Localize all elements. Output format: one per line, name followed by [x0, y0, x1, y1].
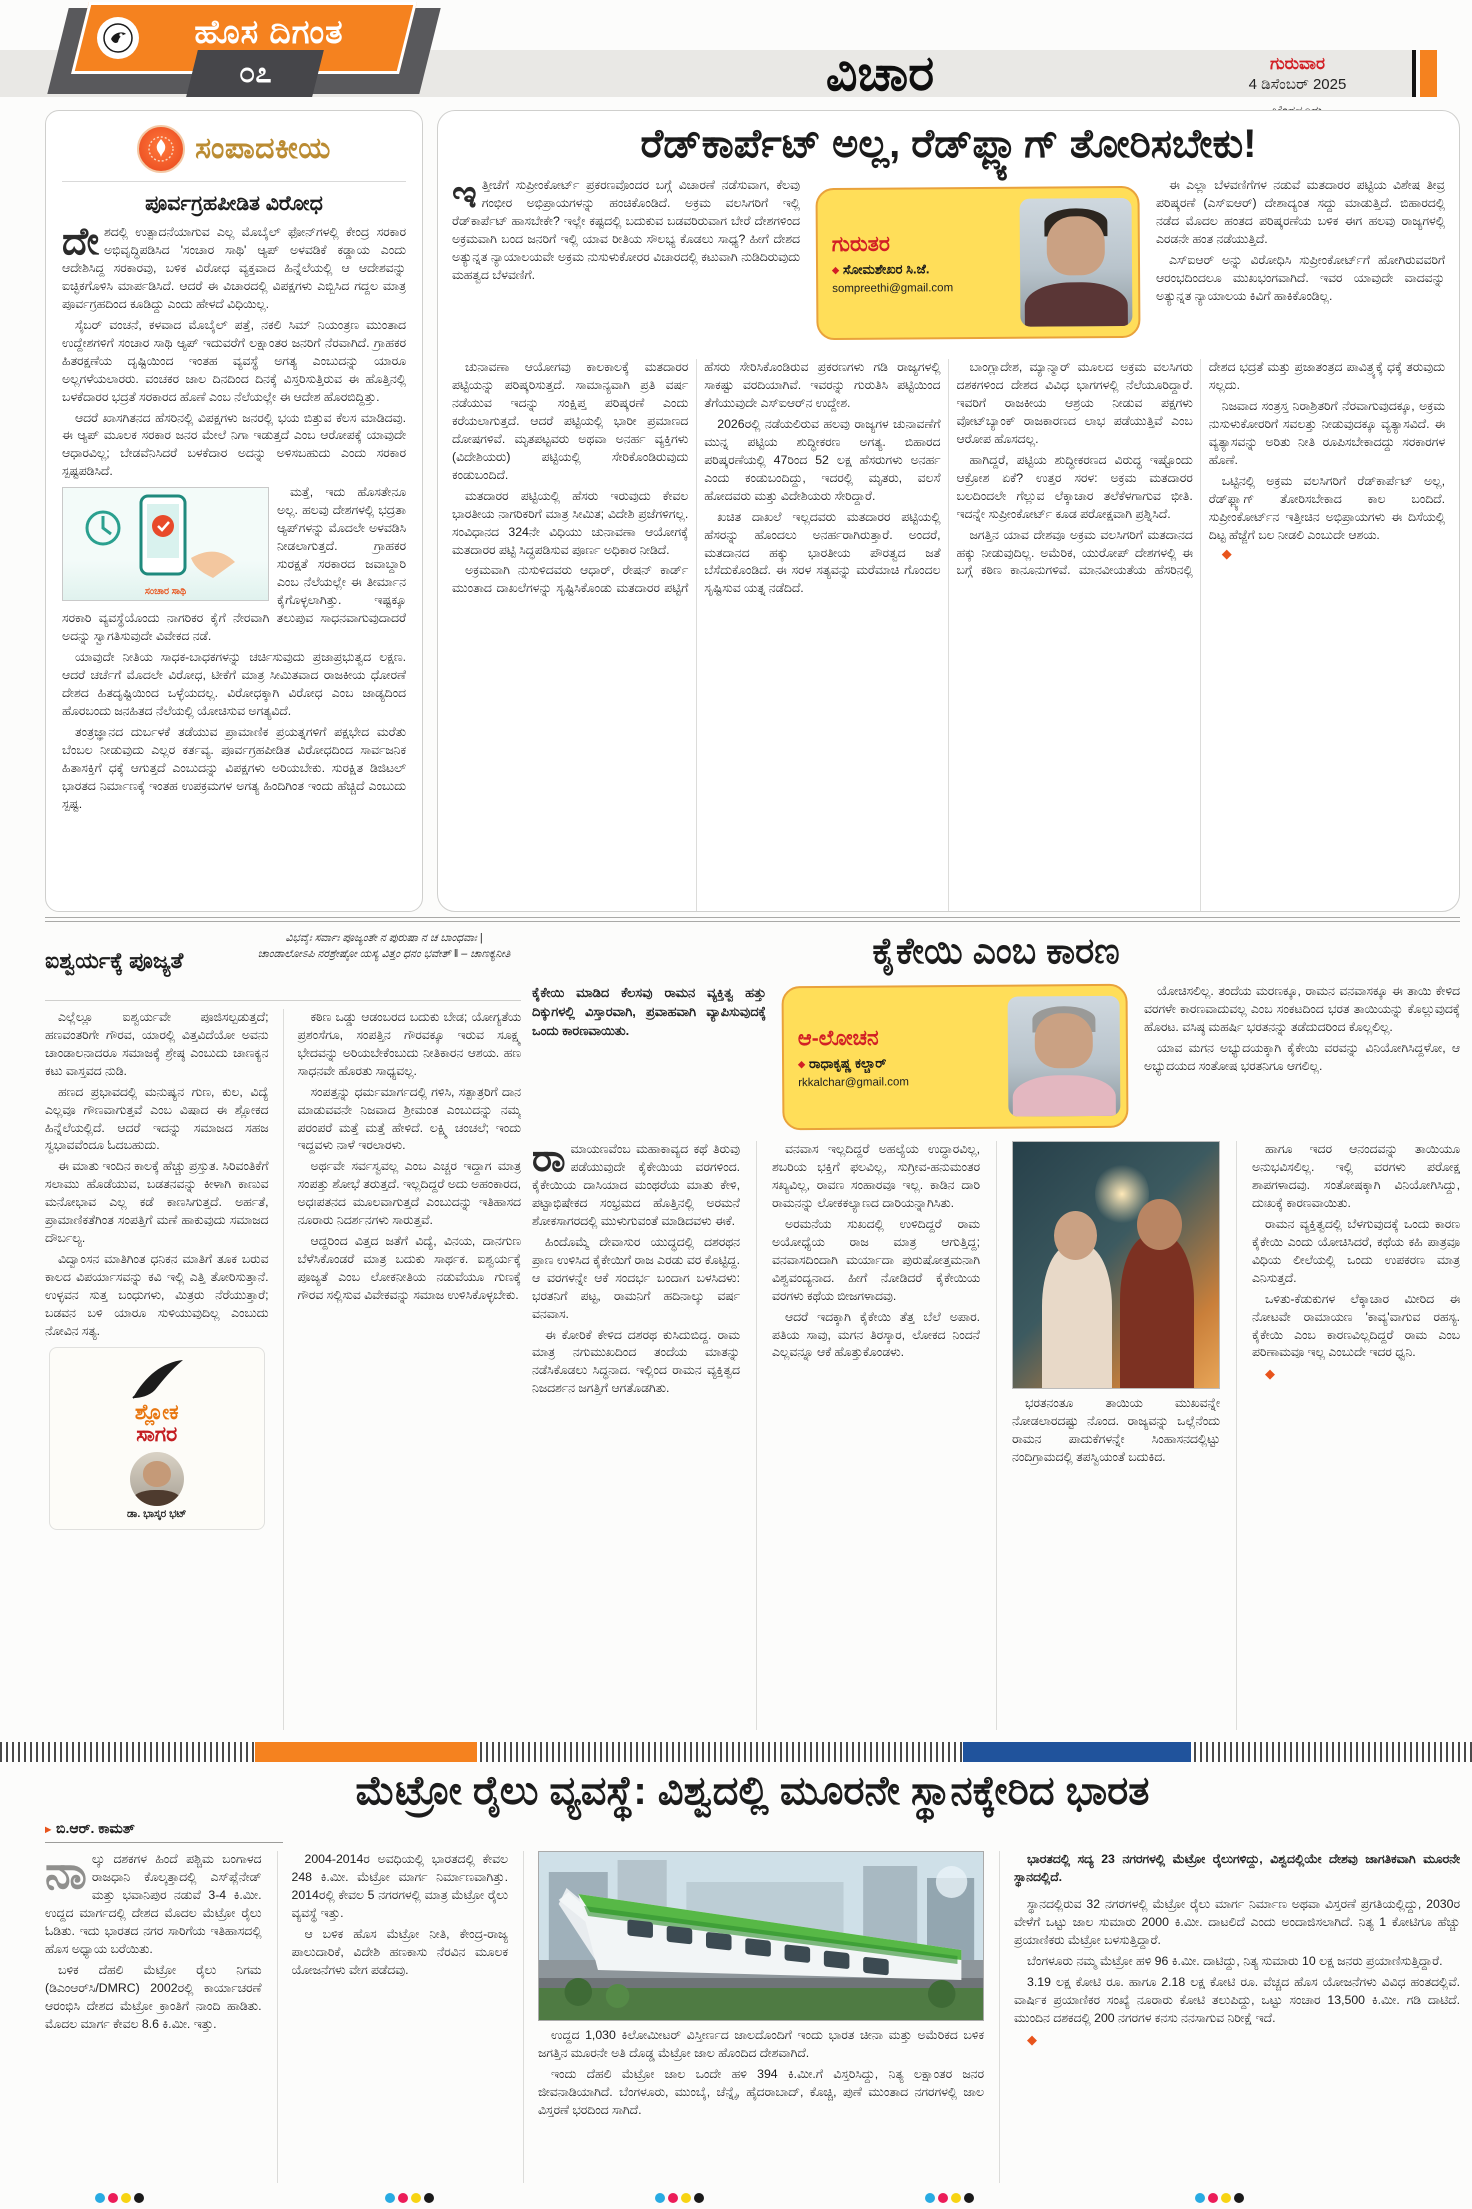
sanchar-saathi-illustration	[62, 487, 269, 601]
separator-blue-block	[963, 1742, 1191, 1762]
weekday: ಗುರುವಾರ	[1270, 54, 1325, 73]
section-title: ವಿಚಾರ	[825, 47, 935, 101]
paragraph: ಬಾಂಗ್ಲಾದೇಶ, ಮ್ಯಾನ್ಮಾರ್ ಮೂಲದ ಅಕ್ರಮ ವಲಸಿಗರು ದಶಕಗಳಿಂದ ದೇಶದ ವಿವಿಧ ಭಾಗಗಳಲ್ಲಿ ನೆಲೆಯೂರಿದ್ದಾರೆ. ಇವರಿಗೆ ರಾಜಕೀಯ ಆಶ್ರಯ ನೀಡುವ ಪಕ್ಷಗಳು ವೋಟ್‌ಬ್ಯಾಂಕ್ ರಾಜಕಾರಣದ ಲಾಭ ಪಡೆಯುತ್ತಿವೆ ಎಂಬ ಆರೋಪ ಹೊಸದಲ್ಲ.	[956, 360, 1193, 446]
paragraph: ಆದರೆ ಇದಕ್ಕಾಗಿ ಕೈಕೇಯಿ ತೆತ್ತ ಬೆಲೆ ಅಪಾರ. ಪತಿಯ ಸಾವು, ಮಗನ ತಿರಸ್ಕಾರ, ಲೋಕದ ನಿಂದನೆ ಎಲ್ಲವನ್ನೂ ಆಕೆ ಹೊತ್ತುಕೊಂಡಳು.	[772, 1309, 980, 1360]
article-end-mark: ◆	[1027, 2031, 1037, 2047]
feature-label-1: ಶ್ಲೋಕ	[134, 1400, 179, 1424]
editorial-panel	[45, 110, 423, 912]
paragraph: ಚುನಾವಣಾ ಆಯೋಗವು ಕಾಲಕಾಲಕ್ಕೆ ಮತದಾರರ ಪಟ್ಟಿಯನ್ನು ಪರಿಷ್ಕರಿಸುತ್ತದೆ. ಸಾಮಾನ್ಯವಾಗಿ ಪ್ರತಿ ವರ್ಷ ನಡೆಯುವ ಇದನ್ನು ಸಂಕ್ಷಿಪ್ತ ಪರಿಷ್ಕರಣೆ ಎಂದು ಕರೆಯಲಾಗುತ್ತದೆ. ಆದರೆ ಪಟ್ಟಿಯಲ್ಲಿ ಭಾರೀ ಪ್ರಮಾಣದ ದೋಷಗಳಿವೆ. ಮೃತಪಟ್ಟವರು ಅಥವಾ ಅನರ್ಹ ವ್ಯಕ್ತಿಗಳು (ವಿದೇಶಿಯರು) ಪಟ್ಟಿಯಲ್ಲಿ ಸೇರಿಕೊಂಡಿರುವುದು ಕಂಡುಬಂದಿದೆ.	[452, 360, 689, 482]
main-article	[437, 110, 1460, 912]
kaikeyi-dropcap: ರಾ	[532, 1141, 566, 1180]
color-dots	[925, 2193, 974, 2203]
paragraph: ಸಂಪತ್ತನ್ನು ಧರ್ಮಮಾರ್ಗದಲ್ಲಿ ಗಳಿಸಿ, ಸತ್ಪಾತ್ರರಿಗೆ ದಾನ ಮಾಡುವವನೇ ನಿಜವಾದ ಶ್ರೀಮಂತ ಎಂಬುದನ್ನು ನಮ್ಮ ಪರಂಪರೆ ಮತ್ತೆ ಮತ್ತೆ ಹೇಳಿದೆ. ಲಕ್ಷ್ಮಿ ಚಂಚಲೆ; ಇಂದು ಇದ್ದವಳು ನಾಳೆ ಇರಲಾರಳು.	[297, 1084, 521, 1153]
paragraph: ಭರತನಂತೂ ತಾಯಿಯ ಮುಖವನ್ನೇ ನೋಡಲಾರದಷ್ಟು ನೊಂದ. ರಾಜ್ಯವನ್ನು ಒಲ್ಲೆನೆಂದು ರಾಮನ ಪಾದುಕೆಗಳನ್ನೇ ಸಿಂಹಾಸನದಲ್ಲಿಟ್ಟು ನಂದಿಗ್ರಾಮದಲ್ಲಿ ತಪಸ್ವಿಯಂತೆ ಬದುಕಿದ.	[1012, 1396, 1220, 1464]
editorial-header	[62, 125, 406, 182]
metro-bold-lead: ಭಾರತದಲ್ಲಿ ಸದ್ಯ 23 ನಗರಗಳಲ್ಲಿ ಮೆಟ್ರೋ ರೈಲುಗಳಿದ್ದು, ವಿಶ್ವದಲ್ಲಿಯೇ ದೇಶವು ಜಾಗತಿಕವಾಗಿ ಮೂರನೇ ಸ್ಥಾನದಲ್ಲಿದೆ.	[1014, 1852, 1460, 1884]
paragraph: ಸೈಬರ್ ವಂಚನೆ, ಕಳವಾದ ಮೊಬೈಲ್ ಪತ್ತೆ, ನಕಲಿ ಸಿಮ್ ನಿಯಂತ್ರಣ ಮುಂತಾದ ಉದ್ದೇಶಗಳಿಗೆ ಸಂಚಾರ ಸಾಥಿ ಆ್ಯಪ್ ಇದುವರೆಗೆ ಲಕ್ಷಾಂತರ ಜನರಿಗೆ ನೆರವಾಗಿದೆ. ಗ್ರಾಹಕರ ಹಿತರಕ್ಷಣೆಯ ದೃಷ್ಟಿಯಿಂದ ಇಂತಹ ವ್ಯವಸ್ಥೆ ಅಗತ್ಯ ಎಂಬುದನ್ನು ಯಾರೂ ಅಲ್ಲಗಳೆಯಲಾರರು. ವಂಚಕರ ಜಾಲ ದಿನದಿಂದ ದಿನಕ್ಕೆ ವಿಸ್ತರಿಸುತ್ತಿರುವ ಈ ಹೊತ್ತಿನಲ್ಲಿ ಬಳಕೆದಾರರ ಭದ್ರತೆ ಸರಕಾರದ ಹೊಣೆ ಎಂಬ ನೆಲೆಯಲ್ಲೇ ಈ ಆದೇಶ ಹೊರಬಿದ್ದಿತ್ತು.	[62, 317, 406, 404]
paragraph: ಹಣದ ಪ್ರಭಾವದಲ್ಲಿ ಮನುಷ್ಯನ ಗುಣ, ಕುಲ, ವಿದ್ಯೆ ಎಲ್ಲವೂ ಗೌಣವಾಗುತ್ತವೆ ಎಂಬ ವಿಷಾದ ಈ ಶ್ಲೋಕದ ಹಿನ್ನೆಲೆಯಲ್ಲಿದೆ. ಆದರೆ ಇದನ್ನು ಸಮಾಜದ ಸಹಜ ಸ್ವಭಾವವೆಂದೂ ಓದಬಹುದು.	[45, 1084, 269, 1153]
author-email: rkkalchar@gmail.com	[798, 1076, 909, 1090]
header-accent-bar	[1420, 50, 1437, 97]
metro-image-group	[523, 1851, 984, 2183]
metro-col-2	[277, 1851, 509, 2183]
paragraph: ಮತ್ತೆ, ಇದು ಹೊಸತೇನೂ ಅಲ್ಲ. ಹಲವು ದೇಶಗಳಲ್ಲಿ ಭದ್ರತಾ ಆ್ಯಪ್‌ಗಳನ್ನು ಮೊದಲೇ ಅಳವಡಿಸಿ ನೀಡಲಾಗುತ್ತದೆ. ಗ್ರಾಹಕರ ಸುರಕ್ಷತೆ ಸರಕಾರದ ಜವಾಬ್ದಾರಿ ಎಂಬ ನೆಲೆಯಲ್ಲೇ ಈ ತೀರ್ಮಾನ ಕೈಗೊಳ್ಳಲಾಗಿತ್ತು. ಇಷ್ಟಕ್ಕೂ ಸರಕಾರಿ ವ್ಯವಸ್ಥೆಯೊಂದು ನಾಗರಿಕರ ಕೈಗೆ ನೇರವಾಗಿ ತಲುಪುವ ಸಾಧನವಾಗುವುದಾದರೆ ಅದನ್ನು ಸ್ವಾಗತಿಸುವುದೇ ವಿವೇಕದ ನಡೆ.	[62, 485, 406, 643]
kaikeyi-headline: ಕೈಕೇಯಿ ಎಂಬ ಕಾರಣ	[872, 930, 1120, 971]
editorial-logo-icon	[137, 125, 185, 173]
aishwarya-title: ಐಶ್ವರ್ಯಕ್ಕೆ ಪೂಜ್ಯತೆ	[45, 948, 184, 974]
paragraph: ಈ ಮಾತು ಇಂದಿನ ಕಾಲಕ್ಕೆ ಹೆಚ್ಚು ಪ್ರಸ್ತುತ. ಸಿರಿವಂತಿಕೆಗೆ ಸಲಾಮು ಹೊಡೆಯುವ, ಬಡತನವನ್ನು ಕೀಳಾಗಿ ಕಾಣುವ ಮನೋಭಾವ ಎಲ್ಲ ಕಡೆ ಕಾಣಸಿಗುತ್ತದೆ. ಅರ್ಹತೆ, ಪ್ರಾಮಾಣಿಕತೆಗಿಂತ ಸಂಪತ್ತಿಗೆ ಮಣೆ ಹಾಕುವುದು ಸಮಾಜದ ದೌರ್ಬಲ್ಯ.	[45, 1159, 269, 1246]
aalochana-author-box	[782, 984, 1129, 1130]
byline	[45, 1820, 283, 1843]
paragraph: ಕಠಿಣ ಒಡ್ಡು ಆಡಂಬರದ ಬದುಕು ಬೇಡ; ಯೋಗ್ಯತೆಯ ಪ್ರಶಂಸೆಗೂ, ಸಂಪತ್ತಿನ ಗೌರವಕ್ಕೂ ಇರುವ ಸೂಕ್ಷ್ಮ ಭೇದವನ್ನು ಅರಿಯಬೇಕೆಂಬುದು ನೀತಿಕಾರನ ಆಶಯ. ಹಣ ಸಾಧನವೇ ಹೊರತು ಸಾಧ್ಯವಲ್ಲ.	[297, 1009, 521, 1078]
page-number: ೦೭	[238, 57, 272, 89]
gurutara-author-box	[815, 186, 1140, 340]
paragraph: ಆದ್ದರಿಂದ ವಿತ್ತದ ಜತೆಗೆ ವಿದ್ಯೆ, ವಿನಯ, ದಾನಗುಣ ಬೆಳೆಸಿಕೊಂಡರೆ ಮಾತ್ರ ಬದುಕು ಸಾರ್ಥಕ. ಐಶ್ವರ್ಯಕ್ಕೆ ಪೂಜ್ಯತೆ ಎಂಬ ಲೋಕನೀತಿಯ ನಡುವೆಯೂ ಗುಣಕ್ಕೆ ಗೌರವ ಸಲ್ಲಿಸುವ ವಿವೇಕವನ್ನು ಸಮಾಜ ಉಳಿಸಿಕೊಳ್ಳಬೇಕು.	[297, 1234, 521, 1303]
paragraph: ವನವಾಸ ಇಲ್ಲದಿದ್ದರೆ ಅಹಲ್ಯೆಯ ಉದ್ಧಾರವಿಲ್ಲ, ಶಬರಿಯ ಭಕ್ತಿಗೆ ಫಲವಿಲ್ಲ, ಸುಗ್ರೀವ-ಹನುಮಂತರ ಸಖ್ಯವಿಲ್ಲ, ರಾವಣ ಸಂಹಾರವೂ ಇಲ್ಲ. ಕಾಡಿನ ದಾರಿ ರಾಮನನ್ನು ಲೋಕಕಲ್ಯಾಣದ ದಾರಿಯನ್ನಾಗಿಸಿತು.	[772, 1142, 980, 1210]
article-end-mark: ◆	[1265, 1366, 1275, 1382]
paragraph: ಯಾವುದೇ ನೀತಿಯ ಸಾಧಕ-ಬಾಧಕಗಳನ್ನು ಚರ್ಚಿಸುವುದು ಪ್ರಜಾಪ್ರಭುತ್ವದ ಲಕ್ಷಣ. ಆದರೆ ಚರ್ಚೆಗೆ ಮೊದಲೇ ವಿರೋಧ, ಟೀಕೆಗೆ ಮಾತ್ರ ಸೀಮಿತವಾದ ರಾಜಕೀಯ ಧೋರಣೆ ದೇಶದ ಹಿತದೃಷ್ಟಿಯಿಂದ ಒಳ್ಳೆಯದಲ್ಲ. ವಿರೋಧಕ್ಕಾಗಿ ವಿರೋಧ ಎಂಬ ಜಾಡ್ಯದಿಂದ ಹೊರಬಂದು ಜನಹಿತದ ನೆಲೆಯಲ್ಲಿ ಯೋಚಿಸುವ ಅಗತ್ಯವಿದೆ.	[62, 649, 406, 718]
kaikeyi-manthara-photo	[1012, 1141, 1220, 1389]
kaikeyi-col-1: ರಾಮಾಯಣವೆಂಬ ಮಹಾಕಾವ್ಯದ ಕಥೆ ತಿರುವು ಪಡೆಯುವುದೇ ಕೈಕೇಯಿಯ ವರಗಳಿಂದ. ಕೈಕೇಯಿಯ ದಾಸಿಯಾದ ಮಂಥರೆಯ ಮಾತು ಕೇಳಿ, ಪಟ್ಟಾಭಿಷೇಕದ ಸಂಭ್ರಮದ ಹೊತ್ತಿನಲ್ಲಿ ಅರಮನೆ ಶೋಕಸಾಗರದಲ್ಲಿ ಮುಳುಗುವಂತೆ ಮಾಡಿದವಳು ಈಕೆ. ಹಿಂದೊಮ್ಮೆ ದೇವಾಸುರ ಯುದ್ಧದಲ್ಲಿ ದಶರಥನ ಪ್ರಾಣ ಉಳಿಸಿದ ಕೈಕೇಯಿಗೆ ರಾಜ ಎರಡು ವರ ಕೊಟ್ಟಿದ್ದ. ಆ ವರಗಳನ್ನೇ ಆಕೆ ಸಂದರ್ಭ ಬಂದಾಗ ಬಳಸಿದಳು: ಭರತನಿಗೆ ಪಟ್ಟ, ರಾಮನಿಗೆ ಹದಿನಾಲ್ಕು ವರ್ಷ ವನವಾಸ. ಈ ಕೋರಿಕೆ ಕೇಳಿದ ದಶರಥ ಕುಸಿದುಬಿದ್ದ. ರಾಮ ಮಾತ್ರ ನಗುಮುಖದಿಂದ ತಂದೆಯ ಮಾತನ್ನು ನಡೆಸಿಕೊಡಲು ಸಿದ್ಧನಾದ. ಇಲ್ಲಿಂದ ರಾಮನ ವ್ಯಕ್ತಿತ್ವದ ನಿಜದರ್ಶನ ಜಗತ್ತಿಗೆ ಆಗತೊಡಗಿತು.	[532, 1141, 740, 1730]
paragraph: ಯೋಚಿಸಲಿಲ್ಲ. ತಂದೆಯ ಮರಣಕ್ಕೂ, ರಾಮನ ವನವಾಸಕ್ಕೂ ಈ ತಾಯಿ ಕೇಳಿದ ವರಗಳೇ ಕಾರಣವಾದುವಲ್ಲ ಎಂಬ ಸಂಕಟದಿಂದ ಭರತ ತಾಯಿಯನ್ನು ಕೊಲ್ಲುವುದಕ್ಕೆ ಹೊರಟ. ವಸಿಷ್ಠ ಮಹರ್ಷಿ ಭರತನನ್ನು ತಡೆದುದರಿಂದ ಕೊಲ್ಲಲಿಲ್ಲ.	[1144, 984, 1460, 1034]
columnist-photo	[130, 1452, 184, 1506]
feature-label-2: ಸಾಗರ	[136, 1422, 178, 1446]
separator-orange-block	[255, 1742, 477, 1762]
shloka-sagara-box	[49, 1347, 265, 1530]
paragraph: 3.19 ಲಕ್ಷ ಕೋಟಿ ರೂ. ಹಾಗೂ 2.18 ಲಕ್ಷ ಕೋಟಿ ರೂ. ವೆಚ್ಚದ ಹೊಸ ಯೋಜನೆಗಳು ವಿವಿಧ ಹಂತದಲ್ಲಿವೆ. ವಾರ್ಷಿಕ ಪ್ರಯಾಣಿಕರ ಸಂಖ್ಯೆ ನೂರಾರು ಕೋಟಿ ತಲುಪಿದ್ದು, ಒಟ್ಟು ಸಂಚಾರ 13,500 ಕಿ.ಮೀ. ಗಡಿ ದಾಟಿದೆ. ಮುಂದಿನ ದಶಕದಲ್ಲಿ 200 ನಗರಗಳ ಕನಸು ನನಸಾಗುವ ನಿರೀಕ್ಷೆ ಇದೆ.	[1014, 1974, 1460, 2025]
article-end-mark: ◆	[1221, 545, 1232, 561]
kaikeyi-article	[532, 930, 1460, 1730]
page-number-badge	[186, 50, 324, 97]
author-photo	[1020, 198, 1133, 327]
paragraph: ವಿದ್ವಾಂಸನ ಮಾತಿಗಿಂತ ಧನಿಕನ ಮಾತಿಗೆ ತೂಕ ಬರುವ ಕಾಲದ ವಿಪರ್ಯಾಸವನ್ನು ಕವಿ ಇಲ್ಲಿ ಎತ್ತಿ ತೋರಿಸುತ್ತಾನೆ. ಉಳ್ಳವನ ಸುತ್ತ ಬಂಧುಗಳು, ಮಿತ್ರರು ನೆರೆಯುತ್ತಾರೆ; ಬಡವನ ಬಳಿ ಯಾರೂ ಸುಳಿಯುವುದಿಲ್ಲ ಎಂಬುದು ನೋವಿನ ಸತ್ಯ.	[45, 1252, 269, 1338]
author-name: ◆ ಸೋಮಶೇಖರ ಸಿ.ಜೆ.	[832, 261, 930, 277]
paragraph: ಸ್ಥಾನದಲ್ಲಿರುವ 32 ನಗರಗಳಲ್ಲಿ ಮೆಟ್ರೋ ರೈಲು ಮಾರ್ಗ ನಿರ್ಮಾಣ ಅಥವಾ ವಿಸ್ತರಣೆ ಪ್ರಗತಿಯಲ್ಲಿದ್ದು, 2030ರ ವೇಳೆಗೆ ಒಟ್ಟು ಜಾಲ ಸುಮಾರು 2000 ಕಿ.ಮೀ. ದಾಟಲಿದೆ ಎಂದು ಅಂದಾಜಿಸಲಾಗಿದೆ. ನಿತ್ಯ 1 ಕೋಟಿಗೂ ಹೆಚ್ಚು ಪ್ರಯಾಣಿಕರು ಮೆಟ್ರೋ ಬಳಸುತ್ತಿದ್ದಾರೆ.	[1014, 1896, 1460, 1947]
paragraph: ರಾಮನ ವ್ಯಕ್ತಿತ್ವದಲ್ಲಿ ಬೆಳಗುವುದಕ್ಕೆ ಒಂದು ಕಾರಣ ಕೈಕೇಯಿ ಎಂದು ಯೋಚಿಸಿದರೆ, ಕಥೆಯ ಕಹಿ ಪಾತ್ರವೂ ವಿಧಿಯ ಲೀಲೆಯಲ್ಲಿ ಒಂದು ಉಪಕರಣ ಮಾತ್ರ ಎನಿಸುತ್ತದೆ.	[1252, 1216, 1460, 1285]
print-registration-marks	[0, 2193, 1472, 2205]
newspaper-name: ಹೊಸ ದಿಗಂತ	[194, 13, 344, 50]
editorial-body	[62, 221, 406, 814]
paragraph: ಈ ಎಲ್ಲಾ ಬೆಳವಣಿಗೆಗಳ ನಡುವೆ ಮತದಾರರ ಪಟ್ಟಿಯ ವಿಶೇಷ ತೀವ್ರ ಪರಿಷ್ಕರಣೆ (ಎಸ್‌ಐಆರ್) ದೇಶಾದ್ಯಂತ ಸದ್ದು ಮಾಡುತ್ತಿದೆ. ಬಿಹಾರದಲ್ಲಿ ನಡೆದ ಮೊದಲ ಹಂತದ ಪರಿಷ್ಕರಣೆಯ ಬಳಿಕ ಈಗ ಹಲವು ರಾಜ್ಯಗಳಲ್ಲಿ ಎರಡನೇ ಹಂತ ನಡೆಯುತ್ತಿದೆ.	[1156, 178, 1445, 246]
color-dots	[385, 2193, 434, 2203]
paragraph: ಈ ಕೋರಿಕೆ ಕೇಳಿದ ದಶರಥ ಕುಸಿದುಬಿದ್ದ. ರಾಮ ಮಾತ್ರ ನಗುಮುಖದಿಂದ ತಂದೆಯ ಮಾತನ್ನು ನಡೆಸಿಕೊಡಲು ಸಿದ್ಧನಾದ. ಇಲ್ಲಿಂದ ರಾಮನ ವ್ಯಕ್ತಿತ್ವದ ನಿಜದರ್ಶನ ಜಗತ್ತಿಗೆ ಆಗತೊಡಗಿತು.	[532, 1327, 740, 1396]
metro-article	[45, 1770, 1460, 2196]
paragraph: ಯಾವ ಮಗನ ಅಭ್ಯುದಯಕ್ಕಾಗಿ ಕೈಕೇಯಿ ವರವನ್ನು ವಿನಿಯೋಗಿಸಿದ್ದಳೋ, ಆ ಅಭ್ಯುದಯದ ಸಂತೋಷ ಭರತನಿಗೂ ಆಗಲಿಲ್ಲ.	[1144, 1040, 1460, 1073]
paragraph: ಬೆಂಗಳೂರು ನಮ್ಮ ಮೆಟ್ರೋ ಹಳಿ 96 ಕಿ.ಮೀ. ದಾಟಿದ್ದು, ನಿತ್ಯ ಸುಮಾರು 10 ಲಕ್ಷ ಜನರು ಪ್ರಯಾಣಿಸುತ್ತಿದ್ದಾರೆ.	[1027, 1953, 1443, 1968]
paragraph: ಬಳಿಕ ದೆಹಲಿ ಮೆಟ್ರೋ ರೈಲು ನಿಗಮ (ಡಿಎಂಆರ್‌ಸಿ/DMRC) 2002ರಲ್ಲಿ ಕಾರ್ಯಾಚರಣೆ ಆರಂಭಿಸಿ ದೇಶದ ಮೆಟ್ರೋ ಕ್ರಾಂತಿಗೆ ನಾಂದಿ ಹಾಡಿತು. ಮೊದಲ ಮಾರ್ಗ ಕೇವಲ 8.6 ಕಿ.ಮೀ. ಇತ್ತು.	[45, 1962, 262, 2031]
paragraph: ಅರ್ಥವೇ ಸರ್ವಸ್ವವಲ್ಲ ಎಂಬ ಎಚ್ಚರ ಇದ್ದಾಗ ಮಾತ್ರ ಸಂಪತ್ತು ಶೋಭೆ ತರುತ್ತದೆ. ಇಲ್ಲದಿದ್ದರೆ ಅದು ಅಹಂಕಾರದ, ಅಧಃಪತನದ ಮೂಲವಾಗುತ್ತದೆ ಎಂಬುದನ್ನು ಇತಿಹಾಸದ ನೂರಾರು ನಿದರ್ಶನಗಳು ಸಾರುತ್ತವೆ.	[297, 1159, 521, 1228]
byline-author: ಬಿ.ಆರ್. ಕಾಮತ್	[56, 1820, 135, 1836]
aishwarya-article	[45, 930, 521, 1730]
sanskrit-verse: ವಿಭವೈಃ ಸರ್ವಾಃ ಪೂಜ್ಯಂತೇ ನ ಪುರುಷಾ ನ ಚ ಬಾಂಧವಾಃ | ಚಾಂಡಾಲೋಽಪಿ ನರಶ್ರೇಷ್ಠೋ ಯಸ್ಯ ವಿತ್ತಂ ಧನಂ ಭವೇತ್ ‖ – ಚಾಣಕ್ಯನೀತಿ	[257, 932, 511, 961]
aishwarya-header	[45, 930, 521, 1001]
color-dots	[95, 2193, 144, 2203]
section-divider	[45, 917, 1460, 922]
paragraph: ಉದ್ದದ 1,030 ಕಿಲೋಮೀಟರ್ ವಿಸ್ತೀರ್ಣದ ಜಾಲದೊಂದಿಗೆ ಇಂದು ಭಾರತ ಚೀನಾ ಮತ್ತು ಅಮೆರಿಕದ ಬಳಿಕ ಜಗತ್ತಿನ ಮೂರನೇ ಅತಿ ದೊಡ್ಡ ಮೆಟ್ರೋ ಜಾಲ ಹೊಂದಿದ ದೇಶವಾಗಿದೆ.	[538, 2028, 984, 2060]
striped-separator	[0, 1742, 1472, 1762]
metro-train-photo	[538, 1851, 984, 2021]
paragraph: ಇಂದು ದೆಹಲಿ ಮೆಟ್ರೋ ಜಾಲ ಒಂದೇ ಹಳಿ 394 ಕಿ.ಮೀ.ಗೆ ವಿಸ್ತರಿಸಿದ್ದು, ನಿತ್ಯ ಲಕ್ಷಾಂತರ ಜನರ ಜೀವನಾಡಿಯಾಗಿದೆ. ಬೆಂಗಳೂರು, ಮುಂಬೈ, ಚೆನ್ನೈ, ಹೈದರಾಬಾದ್, ಕೊಚ್ಚಿ, ಪುಣೆ ಮುಂತಾದ ನಗರಗಳಲ್ಲಿ ಜಾಲ ವಿಸ್ತರಣೆ ಭರದಿಂದ ಸಾಗಿದೆ.	[538, 2066, 984, 2117]
columnist-name: ಡಾ. ಭಾಸ್ಕರ ಭಟ್	[126, 1508, 187, 1521]
paragraph: ನಿಜವಾದ ಸಂತ್ರಸ್ತ ನಿರಾಶ್ರಿತರಿಗೆ ನೆರವಾಗುವುದಕ್ಕೂ, ಅಕ್ರಮ ನುಸುಳುಕೋರರಿಗೆ ಸವಲತ್ತು ನೀಡುವುದಕ್ಕೂ ವ್ಯತ್ಯಾಸವಿದೆ. ಈ ವ್ಯತ್ಯಾಸವನ್ನು ಅರಿತು ನೀತಿ ರೂಪಿಸಬೇಕಾದದ್ದು ಸರಕಾರಗಳ ಹೊಣೆ.	[1208, 398, 1445, 467]
newspaper-logo-icon	[97, 17, 139, 59]
column-name: ಗುರುತರ	[831, 232, 891, 257]
header-tick	[1412, 50, 1416, 97]
metro-body	[45, 1851, 1460, 2183]
main-article-body	[452, 359, 1445, 911]
color-dots	[655, 2193, 704, 2203]
diamond-bullet-icon: ◆	[798, 1058, 805, 1069]
metro-headline: ಮೆಟ್ರೋ ರೈಲು ವ್ಯವಸ್ಥೆ: ವಿಶ್ವದಲ್ಲಿ ಮೂರನೇ ಸ್ಥಾನಕ್ಕೇರಿದ ಭಾರತ	[355, 1770, 1150, 1813]
column-name: ಆ-ಲೋಚನ	[797, 1026, 879, 1051]
diamond-bullet-icon: ◆	[832, 264, 839, 275]
editorial-section-label: ಸಂಪಾದಕೀಯ	[195, 132, 331, 165]
metro-col-3	[538, 2027, 984, 2183]
kaikeyi-lead: ಕೈಕೇಯಿ ಮಾಡಿದ ಕೆಲಸವು ರಾಮನ ವ್ಯಕ್ತಿತ್ವ ಹತ್ತು ದಿಕ್ಕುಗಳಲ್ಲಿ ವಿಸ್ತಾರವಾಗಿ, ಪ್ರವಾಹವಾಗಿ ವ್ಯಾಪಿಸುವುದಕ್ಕೆ ಒಂದು ಕಾರಣವಾಯಿತು.	[532, 985, 766, 1039]
main-article-intro: ಇತ್ತೀಚೆಗೆ ಸುಪ್ರೀಂಕೋರ್ಟ್ ಪ್ರಕರಣವೊಂದರ ಬಗ್ಗೆ ವಿಚಾರಣೆ ನಡೆಸುವಾಗ, ಕೆಲವು ಗಂಭೀರ ಅಭಿಪ್ರಾಯಗಳನ್ನು ಹಂಚಿಕೊಂಡಿದೆ. ಅಕ್ರಮ ವಲಸಿಗರಿಗೆ ಇಲ್ಲಿ ರೆಡ್‌ಕಾರ್ಪೆಟ್ ಹಾಸಬೇಕೇ? ಇಲ್ಲೇ ಕಷ್ಟದಲ್ಲಿ ಬದುಕುವ ಬಡವರಿರುವಾಗ ಬೇರೆ ದೇಶಗಳಿಂದ ಅಕ್ರಮವಾಗಿ ಬಂದ ಜನರಿಗೆ ಇಲ್ಲಿ ಯಾವ ರೀತಿಯ ಸೌಲಭ್ಯ ಕೊಡಲು ಸಾಧ್ಯ? ಹೀಗೆ ದೇಶದ ಅತ್ಯುನ್ನತ ನ್ಯಾಯಾಲಯವೇ ಅಕ್ರಮ ನುಸುಳುಕೋರರ ವಿಚಾರದಲ್ಲಿ ಕಟುವಾಗಿ ನುಡಿದಿರುವುದು ಮಹತ್ವದ ಬೆಳವಣಿಗೆ.	[452, 177, 800, 282]
metro-lead-group	[999, 1851, 1460, 2183]
main-article-top-band	[452, 177, 1445, 349]
paragraph: ಒಳಿತು-ಕೆಡುಕುಗಳ ಲೆಕ್ಕಾಚಾರ ಮೀರಿದ ಈ ನೋಟವೇ ರಾಮಾಯಣ 'ಕಾವ್ಯ'ವಾಗುವ ರಹಸ್ಯ. ಕೈಕೇಯಿ ಎಂಬ ಕಾರಣವಿಲ್ಲದಿದ್ದರೆ ರಾಮ ಎಂಬ ಪರಿಣಾಮವೂ ಇಲ್ಲ ಎಂಬುದೇ ಇದರ ಧ್ವನಿ.	[1252, 1291, 1460, 1360]
author-photo	[1008, 996, 1121, 1117]
paragraph: ಒಟ್ಟಿನಲ್ಲಿ ಅಕ್ರಮ ವಲಸಿಗರಿಗೆ ರೆಡ್‌ಕಾರ್ಪೆಟ್ ಅಲ್ಲ, ರೆಡ್‌ಫ್ಲ್ಯಾಗ್ ತೋರಿಸಬೇಕಾದ ಕಾಲ ಬಂದಿದೆ. ಸುಪ್ರೀಂಕೋರ್ಟ್‌ನ ಇತ್ತೀಚಿನ ಅಭಿಪ್ರಾಯಗಳು ಈ ದಿಸೆಯಲ್ಲಿ ದಿಟ್ಟ ಹೆಜ್ಜೆಗೆ ಬಲ ನೀಡಲಿ ಎಂಬುದೇ ಆಶಯ.	[1208, 473, 1445, 542]
aishwarya-body	[45, 1009, 521, 1730]
editorial-dropcap: ದೇ	[62, 221, 100, 263]
paragraph: ಅಕ್ರಮವಾಗಿ ನುಸುಳಿದವರು ಆಧಾರ್, ರೇಷನ್ ಕಾರ್ಡ್ ಮುಂತಾದ ದಾಖಲೆಗಳನ್ನು ಸೃಷ್ಟಿಸಿಕೊಂಡು ಮತದಾರರ ಪಟ್ಟಿಗೆ ಹೆಸರು ಸೇರಿಸಿಕೊಂಡಿರುವ ಪ್ರಕರಣಗಳು ಗಡಿ ರಾಜ್ಯಗಳಲ್ಲಿ ಸಾಕಷ್ಟು ವರದಿಯಾಗಿವೆ. ಇವರನ್ನು ಗುರುತಿಸಿ ಪಟ್ಟಿಯಿಂದ ತೆಗೆಯುವುದೇ ಎಸ್‌ಐಆರ್‌ನ ಉದ್ದೇಶ.	[452, 360, 941, 596]
kaikeyi-right-intro	[1144, 983, 1460, 1131]
paragraph: ತಂತ್ರಜ್ಞಾನದ ದುರ್ಬಳಕೆ ತಡೆಯುವ ಪ್ರಾಮಾಣಿಕ ಪ್ರಯತ್ನಗಳಿಗೆ ಪಕ್ಷಭೇದ ಮರೆತು ಬೆಂಬಲ ನೀಡುವುದು ಎಲ್ಲರ ಕರ್ತವ್ಯ. ಪೂರ್ವಗ್ರಹಪೀಡಿತ ವಿರೋಧದಿಂದ ಸಾರ್ವಜನಿಕ ಹಿತಾಸಕ್ತಿಗೆ ಧಕ್ಕೆ ಆಗುತ್ತದೆ ಎಂಬುದನ್ನು ವಿಪಕ್ಷಗಳು ಅರಿಯಬೇಕು. ಸುರಕ್ಷಿತ ಡಿಜಿಟಲ್ ಭಾರತದ ನಿರ್ಮಾಣಕ್ಕೆ ಇಂತಹ ಉಪಕ್ರಮಗಳ ಅಗತ್ಯ ಹಿಂದಿಗಿಂತ ಇಂದು ಹೆಚ್ಚಿದೆ ಎಂಬುದು ಸ್ಪಷ್ಟ.	[62, 724, 406, 811]
paragraph: ಹಾಗೂ ಇದರ ಆನಂದವನ್ನು ತಾಯಿಯೂ ಅನುಭವಿಸಲಿಲ್ಲ. ಇಲ್ಲಿ ವರಗಳು ಪರೋಕ್ಷ ಶಾಪಗಳಾದವು. ಸಂತೋಷಕ್ಕಾಗಿ ವಿನಿಯೋಗಿಸಿದ್ದು, ದುಃಖಕ್ಕೆ ಕಾರಣವಾಯಿತು.	[1252, 1142, 1460, 1210]
kaikeyi-top-band	[532, 983, 1460, 1131]
paragraph: ಆ ಬಳಿಕ ಹೊಸ ಮೆಟ್ರೋ ನೀತಿ, ಕೇಂದ್ರ-ರಾಜ್ಯ ಪಾಲುದಾರಿಕೆ, ವಿದೇಶಿ ಹಣಕಾಸು ನೆರವಿನ ಮೂಲಕ ಯೋಜನೆಗಳು ವೇಗ ಪಡೆದವು.	[291, 1926, 508, 1977]
quill-icon	[127, 1356, 187, 1402]
paragraph: ಹಿಂದೊಮ್ಮೆ ದೇವಾಸುರ ಯುದ್ಧದಲ್ಲಿ ದಶರಥನ ಪ್ರಾಣ ಉಳಿಸಿದ ಕೈಕೇಯಿಗೆ ರಾಜ ಎರಡು ವರ ಕೊಟ್ಟಿದ್ದ. ಆ ವರಗಳನ್ನೇ ಆಕೆ ಸಂದರ್ಭ ಬಂದಾಗ ಬಳಸಿದಳು: ಭರತನಿಗೆ ಪಟ್ಟ, ರಾಮನಿಗೆ ಹದಿನಾಲ್ಕು ವರ್ಷ ವನವಾಸ.	[532, 1234, 740, 1321]
paragraph: ಹಾಗಿದ್ದರೆ, ಪಟ್ಟಿಯ ಶುದ್ಧೀಕರಣದ ವಿರುದ್ಧ ಇಷ್ಟೊಂದು ಆಕ್ರೋಶ ಏಕೆ? ಉತ್ತರ ಸರಳ: ಅಕ್ರಮ ಮತದಾರರ ಬಲದಿಂದಲೇ ಗೆಲ್ಲುವ ಲೆಕ್ಕಾಚಾರ ತಲೆಕೆಳಗಾಗುವ ಭೀತಿ. ಇದನ್ನೇ ಸುಪ್ರೀಂಕೋರ್ಟ್ ಕೂಡ ಪರೋಕ್ಷವಾಗಿ ಪ್ರಶ್ನಿಸಿದೆ.	[956, 452, 1193, 521]
paragraph: ಅರಮನೆಯ ಸುಖದಲ್ಲಿ ಉಳಿದಿದ್ದರೆ ರಾಮ ಅಯೋಧ್ಯೆಯ ರಾಜ ಮಾತ್ರ ಆಗುತ್ತಿದ್ದ; ವನವಾಸದಿಂದಾಗಿ ಮರ್ಯಾದಾ ಪುರುಷೋತ್ತಮನಾಗಿ ವಿಶ್ವವಂದ್ಯನಾದ. ಹೀಗೆ ನೋಡಿದರೆ ಕೈಕೇಯಿಯ ವರಗಳು ಕಥೆಯ ಬೀಜಗಳಾದವು.	[772, 1216, 980, 1303]
metro-dropcap: ನಾ	[45, 1851, 87, 1898]
kaikeyi-col-3	[996, 1141, 1220, 1730]
metro-col-1: ನಾಲ್ಕು ದಶಕಗಳ ಹಿಂದೆ ಪಶ್ಚಿಮ ಬಂಗಾಳದ ರಾಜಧಾನಿ ಕೊಲ್ಕತ್ತಾದಲ್ಲಿ ಎಸ್‌ಪ್ಲೆನೇಡ್ ಮತ್ತು ಭವಾನಿಪುರ ನಡುವೆ 3-4 ಕಿ.ಮೀ. ಉದ್ದದ ಮಾರ್ಗದಲ್ಲಿ ದೇಶದ ಮೊದಲ ಮೆಟ್ರೋ ರೈಲು ಓಡಿತು. ಇದು ಭಾರತದ ನಗರ ಸಾರಿಗೆಯ ಇತಿಹಾಸದಲ್ಲಿ ಹೊಸ ಅಧ್ಯಾಯ ಬರೆಯಿತು. ಬಳಿಕ ದೆಹಲಿ ಮೆಟ್ರೋ ರೈಲು ನಿಗಮ (ಡಿಎಂಆರ್‌ಸಿ/DMRC) 2002ರಲ್ಲಿ ಕಾರ್ಯಾಚರಣೆ ಆರಂಭಿಸಿ ದೇಶದ ಮೆಟ್ರೋ ಕ್ರಾಂತಿಗೆ ನಾಂದಿ ಹಾಡಿತು. ಮೊದಲ ಮಾರ್ಗ ಕೇವಲ 8.6 ಕಿ.ಮೀ. ಇತ್ತು.	[45, 1851, 262, 2183]
main-dropcap: ಇ	[452, 177, 477, 216]
paragraph: ಎಸ್‌ಐಆರ್ ಅನ್ನು ವಿರೋಧಿಸಿ ಸುಪ್ರೀಂಕೋರ್ಟ್‌ಗೆ ಹೋಗಿರುವವರಿಗೆ ಆರಂಭದಿಂದಲೂ ಮುಖಭಂಗವಾಗಿದೆ. ಇವರ ಯಾವುದೇ ವಾದವನ್ನು ಅತ್ಯುನ್ನತ ನ್ಯಾಯಾಲಯ ಕಿವಿಗೆ ಹಾಕಿಕೊಂಡಿಲ್ಲ.	[1156, 252, 1445, 303]
main-article-right-intro	[1156, 177, 1445, 349]
paragraph: ಜಗತ್ತಿನ ಯಾವ ದೇಶವೂ ಅಕ್ರಮ ವಲಸಿಗರಿಗೆ ಮತದಾನದ ಹಕ್ಕು ನೀಡುವುದಿಲ್ಲ. ಅಮೆರಿಕ, ಯುರೋಪ್ ದೇಶಗಳಲ್ಲಿ ಈ ಬಗ್ಗೆ ಕಠಿಣ ಕಾನೂನುಗಳಿವೆ. ಮಾನವೀಯತೆಯ ಹೆಸರಿನಲ್ಲಿ ದೇಶದ ಭದ್ರತೆ ಮತ್ತು ಪ್ರಜಾತಂತ್ರದ ಪಾವಿತ್ರ್ಯಕ್ಕೆ ಧಕ್ಕೆ ತರುವುದು ಸಲ್ಲದು.	[956, 360, 1445, 578]
kaikeyi-body	[532, 1141, 1460, 1730]
paragraph: 2026ರಲ್ಲಿ ನಡೆಯಲಿರುವ ಹಲವು ರಾಜ್ಯಗಳ ಚುನಾವಣೆಗೆ ಮುನ್ನ ಪಟ್ಟಿಯ ಶುದ್ಧೀಕರಣ ಅಗತ್ಯ. ಬಿಹಾರದ ಪರಿಷ್ಕರಣೆಯಲ್ಲಿ 47ರಿಂದ 52 ಲಕ್ಷ ಹೆಸರುಗಳು ಅನರ್ಹ ಎಂದು ಕಂಡುಬಂದಿದ್ದು, ಇದರಲ್ಲಿ ಮೃತರು, ವಲಸೆ ಹೋದವರು ಮತ್ತು ವಿದೇಶಿಯರು ಸೇರಿದ್ದಾರೆ.	[704, 416, 941, 503]
author-email: sompreethi@gmail.com	[832, 282, 954, 296]
byline-arrow-icon: ▸	[45, 1821, 52, 1836]
paragraph: ಆದರೆ ಖಾಸಗಿತನದ ಹೆಸರಿನಲ್ಲಿ ವಿಪಕ್ಷಗಳು ಜನರಲ್ಲಿ ಭಯ ಬಿತ್ತುವ ಕೆಲಸ ಮಾಡಿದವು. ಈ ಆ್ಯಪ್ ಮೂಲಕ ಸರಕಾರ ಜನರ ಮೇಲೆ ನಿಗಾ ಇಡುತ್ತದೆ ಎಂಬ ಆರೋಪಕ್ಕೆ ಯಾವುದೇ ಆಧಾರವಿಲ್ಲ; ಬೇಡವೆನಿಸಿದರೆ ಬಳಕೆದಾರ ಅದನ್ನು ಅಳಿಸಬಹುದು ಎಂದು ಸರಕಾರ ಸ್ಪಷ್ಟಪಡಿಸಿದೆ.	[62, 410, 406, 479]
paragraph: ಎಲ್ಲೆಲ್ಲೂ ಐಶ್ವರ್ಯವೇ ಪೂಜಿಸಲ್ಪಡುತ್ತದೆ; ಹಣವಂತರಿಗೇ ಗೌರವ, ಯಾರಲ್ಲಿ ವಿತ್ತವಿದೆಯೋ ಅವನು ಚಾಂಡಾಲನಾದರೂ ಸಮಾಜಕ್ಕೆ ಶ್ರೇಷ್ಠ ಎಂಬುದು ಚಾಣಕ್ಯನ ಕಟು ವಾಸ್ತವದ ನುಡಿ.	[45, 1009, 269, 1078]
metro-col-5	[1014, 1896, 1460, 2183]
editorial-article-title: ಪೂರ್ವಗ್ರಹಪೀಡಿತ ವಿರೋಧ	[145, 192, 323, 215]
author-name: ◆ ರಾಧಾಕೃಷ್ಣ ಕಲ್ಚಾರ್	[798, 1055, 887, 1072]
editorial-lead: ದೇಶದಲ್ಲಿ ಉತ್ಪಾದನೆಯಾಗುವ ಎಲ್ಲ ಮೊಬೈಲ್ ಫೋನ್‌ಗಳಲ್ಲಿ ಕೇಂದ್ರ ಸರಕಾರ ಅಭಿವೃದ್ಧಿಪಡಿಸಿದ 'ಸಂಚಾರ ಸಾಥಿ' ಆ್ಯಪ್ ಅಳವಡಿಕೆ ಕಡ್ಡಾಯ ಎಂದು ಆದೇಶಿಸಿದ್ದ ಸರಕಾರವು, ಬಳಿಕ ವಿರೋಧ ವ್ಯಕ್ತವಾದ ಹಿನ್ನೆಲೆಯಲ್ಲಿ ಆ ಆದೇಶವನ್ನು ಐಚ್ಛಿಕಗೊಳಿಸಿ ಮಾರ್ಪಡಿಸಿದೆ. ಆದರೆ ಈ ವಿಚಾರದಲ್ಲಿ ವಿಪಕ್ಷಗಳು ಎಬ್ಬಿಸಿದ ಗದ್ದಲ ಮಾತ್ರ ಪೂರ್ವಗ್ರಹದಿಂದ ಕೂಡಿದ್ದು ಎಂದು ಹೇಳದೆ ವಿಧಿಯಿಲ್ಲ.	[62, 221, 406, 311]
color-dots	[1195, 2193, 1244, 2203]
kaikeyi-col-2	[756, 1141, 980, 1730]
paragraph: 2004-2014ರ ಅವಧಿಯಲ್ಲಿ ಭಾರತದಲ್ಲಿ ಕೇವಲ 248 ಕಿ.ಮೀ. ಮೆಟ್ರೋ ಮಾರ್ಗ ನಿರ್ಮಾಣವಾಗಿತ್ತು. 2014ರಲ್ಲಿ ಕೇವಲ 5 ನಗರಗಳಲ್ಲಿ ಮಾತ್ರ ಮೆಟ್ರೋ ರೈಲು ವ್ಯವಸ್ಥೆ ಇತ್ತು.	[291, 1852, 508, 1920]
paragraph: ಮತದಾರರ ಪಟ್ಟಿಯಲ್ಲಿ ಹೆಸರು ಇರುವುದು ಕೇವಲ ಭಾರತೀಯ ನಾಗರಿಕರಿಗೆ ಮಾತ್ರ ಸೀಮಿತ; ವಿದೇಶಿ ಪ್ರಜೆಗಳಿಗಲ್ಲ. ಸಂವಿಧಾನದ 324ನೇ ವಿಧಿಯು ಚುನಾವಣಾ ಆಯೋಗಕ್ಕೆ ಮತದಾರರ ಪಟ್ಟಿ ಸಿದ್ಧಪಡಿಸುವ ಪೂರ್ಣ ಅಧಿಕಾರ ನೀಡಿದೆ.	[452, 488, 689, 557]
aishwarya-col-1	[45, 1009, 269, 1730]
aishwarya-col-2	[283, 1009, 522, 1730]
kaikeyi-col-4	[1236, 1141, 1460, 1730]
illustration-caption: ಸಂಚಾರ ಸಾಥಿ	[144, 586, 187, 598]
date: 4 ಡಿಸೆಂಬರ್ 2025	[1248, 76, 1347, 93]
paragraph: ಖಚಿತ ದಾಖಲೆ ಇಲ್ಲದವರು ಮತದಾರರ ಪಟ್ಟಿಯಲ್ಲಿ ಹೆಸರನ್ನು ಹೊಂದಲು ಅನರ್ಹರಾಗಿರುತ್ತಾರೆ. ಅಂದರೆ, ಮತದಾನದ ಹಕ್ಕು ಭಾರತೀಯ ಪೌರತ್ವದ ಜತೆ ಬೆಸೆದುಕೊಂಡಿದೆ. ಈ ಸರಳ ಸತ್ಯವನ್ನು ಮರೆಮಾಚಿ ಗೊಂದಲ ಸೃಷ್ಟಿಸುವ ಯತ್ನ ನಡೆದಿದೆ.	[704, 509, 941, 596]
editorial-paragraphs-top	[62, 317, 406, 482]
main-headline: ರೆಡ್‌ಕಾರ್ಪೆಟ್ ಅಲ್ಲ, ರೆಡ್‌ಫ್ಲ್ಯಾಗ್ ತೋರಿಸಬೇಕು!	[640, 122, 1257, 166]
